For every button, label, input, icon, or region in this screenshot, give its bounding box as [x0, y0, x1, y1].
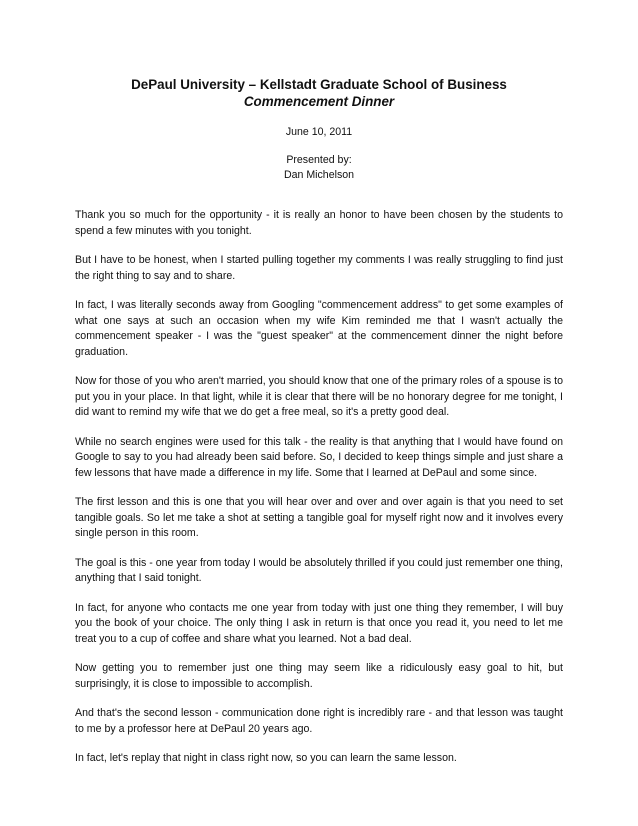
document-body: [75, 208, 563, 781]
paragraph: Now getting you to remember just one thing may seem like a ridiculously easy goal to hit, but surprisingly, it is close to impossible to accomplish.: [75, 662, 563, 690]
paragraph: The goal is this - one year from today I would be absolutely thrilled if you could just remember one thing, anything that I said tonight.: [75, 556, 563, 584]
paragraph: Now for those of you who aren't married, you should know that one of the primary roles of a spouse is to put you in your place. In that light, while it is clear that there will be no honorary degree for me tonight, I did want to remind my wife that we do get a free meal, so it's a pretty good deal.: [75, 375, 563, 418]
document-subtitle: Commencement Dinner: [243, 94, 395, 109]
paragraph: In fact, I was literally seconds away from Googling "commencement address" to get some examples of what one says at such an occasion when my wife Kim reminded me that I wasn't actually the commencement speaker - I was the "guest speaker" at the commencement dinner the night before graduation.: [75, 299, 563, 358]
document-header: [0, 76, 638, 183]
paragraph: And that's the second lesson - communication done right is incredibly rare - and that lesson was taught to me by a professor here at DePaul 20 years ago.: [75, 707, 563, 735]
paragraph: In fact, for anyone who contacts me one year from today with just one thing they remember, I will buy you the book of your choice. The only thing I ask in return is that once you read it, you need to let me treat you to a cup of coffee and share what you learned. Not a bad deal.: [75, 601, 563, 645]
paragraph: But I have to be honest, when I started pulling together my comments I was really struggling to find just the right thing to say and to share.: [75, 254, 563, 282]
paragraph: While no search engines were used for this talk - the reality is that anything that I would have found on Google to say to you had already been said before. So, I decided to keep things simple and just share a few lessons that have made a difference in my life. Some that I learned at DePaul and some since.: [75, 435, 563, 479]
document-title: DePaul University – Kellstadt Graduate School of Business: [131, 77, 507, 92]
document-date: June 10, 2011: [285, 126, 353, 138]
presented-by-label: Presented by:: [286, 154, 352, 166]
paragraph: The first lesson and this is one that you will hear over and over and over again is that you need to set tangible goals. So let me take a shot at setting a tangible goal for myself right now and it involves every single person in this room.: [75, 496, 563, 539]
presenter-name: Dan Michelson: [283, 169, 355, 181]
paragraph: In fact, let's replay that night in class right now, so you can learn the same lesson.: [75, 752, 457, 764]
paragraph: Thank you so much for the opportunity - it is really an honor to have been chosen by the students to spend a few minutes with you tonight.: [75, 209, 563, 237]
